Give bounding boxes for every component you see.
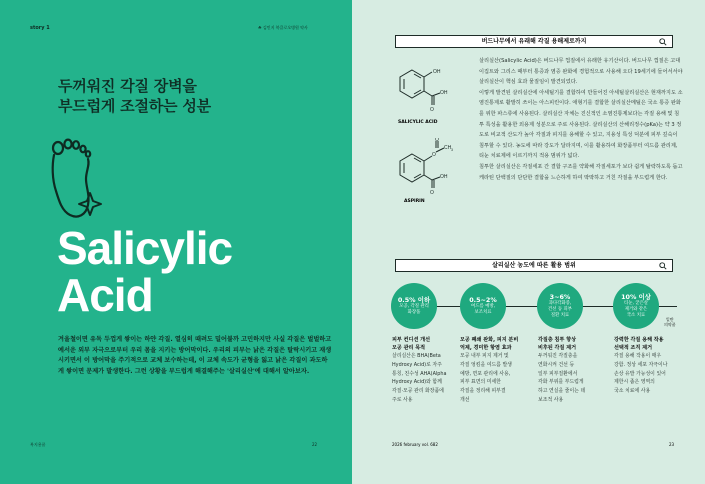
level-1-sub-2: 화장품: [407, 310, 421, 315]
page-number-right: 23: [669, 442, 675, 447]
svg-text:CH: CH: [444, 145, 452, 151]
intro-paragraph: 겨울철이면 유독 두껍게 쌓이는 하얀 각질. 열심히 때려도 밀어불까 고민하지만 사실 각질은 벌벌하고 예서운 외부 자극으로부터 우리 몸을 지키는 방어막이다. 우리의 피부는 낡은 각질은 탈락시키고 재생시키면서 이 방어막을 주기적으로 교체 보수하는데, 이 교체 속도가 균형을 잃고 낡은 각질이 과도하게 쌓이면 문제가 발생한다. 그런 상황을 부드럽게 해결해주는 '살리실산'에 대해서 알아보자.: [58, 336, 332, 375]
section-title-concentration-text: 살리실산 농도에 따른 활용 범위: [492, 262, 576, 269]
foot-icon: [40, 135, 110, 225]
level-1-sub-1: 모공, 각질 관리: [399, 304, 429, 309]
level-3-body-3: 일부 피부질환에서: [538, 370, 578, 377]
level-3-heading: [538, 336, 576, 352]
level-3-sub-2: 건선 등 피부: [548, 307, 572, 312]
svg-text:OH: OH: [440, 90, 448, 96]
search-icon: [659, 38, 667, 46]
level-4-sub-2: 제거와 같은: [624, 307, 648, 312]
level-2-pct: 0.5~2%: [469, 296, 497, 304]
level-2-body-4: 피부 표면의 미세한: [460, 379, 501, 386]
level-3-pct: 3~6%: [549, 293, 571, 301]
level-2-body-2: 각질 엉킴을 여드름 발생: [460, 361, 512, 368]
svg-text:O: O: [430, 190, 434, 196]
level-4-body-4: 제한시 좁은 영역의: [614, 379, 655, 386]
level-3-sub-1: 과다각화증,: [548, 301, 572, 306]
level-1-body-3: 통칭, 친수성 AHA(Alpha: [392, 370, 447, 377]
level-1-body-6: 주로 사용: [392, 396, 413, 403]
svg-text:3: 3: [451, 148, 453, 152]
level-4-body-5: 국소 치료에 사용: [614, 388, 651, 395]
level-2-heading-2: 억제, 경미한 항염 효과: [460, 345, 512, 351]
level-3-heading-1: 각질층 침투 향상: [538, 337, 576, 343]
level-circle-1: [391, 283, 437, 329]
level-circle-4: [613, 283, 659, 329]
body-text: [479, 56, 684, 183]
level-3-heading-2: 비후된 각질 제거: [538, 345, 576, 351]
search-icon: [659, 262, 667, 270]
big-title-line-1: Salicylic: [57, 222, 233, 274]
folio-label: 복지용품: [30, 442, 46, 447]
svg-text:O: O: [430, 107, 434, 113]
level-2-heading-1: 모공 폐쇄 완화, 피지 분비: [460, 337, 519, 343]
level-1-body-2: Hydroxy Acid)로 자주: [392, 361, 442, 368]
salicylic-acid-structure: [394, 60, 454, 116]
level-2-sub-2: 보조치료: [474, 310, 492, 315]
otc-label-2: 의약품: [664, 322, 676, 327]
molecule-label-salicylic: SALICYLIC ACID: [398, 120, 438, 125]
svg-text:O: O: [432, 152, 436, 158]
level-1-body: [392, 352, 446, 405]
molecule-label-aspirin: ASPIRIN: [404, 199, 425, 204]
left-page: [0, 0, 352, 484]
level-3-body-1: 두꺼워진 각질층을: [538, 353, 578, 359]
level-4-body-1: 각질 용해 작용이 매우: [614, 353, 662, 359]
level-4-sub-1: 티눈, 굳은살: [624, 301, 648, 306]
level-2-body-1: 모공 내부 피지 제거 및: [460, 353, 509, 359]
level-1-body-5: 각질·모공 관리 화장품에: [392, 388, 444, 395]
level-4-body-2: 강함. 정상 세포 자극이나: [614, 361, 668, 368]
sparkle-icon: [79, 193, 101, 215]
otc-label-1: 일반: [665, 317, 674, 322]
level-1-heading-2: 모공 관리 목적: [392, 345, 426, 351]
body-paragraph-1: 살리실산(Salicylic Acid)은 버드나무 껍질에서 유래한 유기산이다. 버드나무 껍질은 고대 이집트와 그리스 때부터 통증과 염증 완화에 경험적으로 사용해 오다 19세기에 들어서서야 살리실산이 핵심 효과 물질임이 발견되었다.: [479, 58, 683, 86]
level-3-body: [538, 352, 585, 405]
svg-text:OH: OH: [440, 174, 448, 180]
level-4-pct: 10% 이상: [621, 293, 651, 301]
big-title-line-2: Acid: [57, 269, 153, 321]
aspirin-structure: [394, 138, 460, 198]
level-1-heading: [392, 336, 430, 352]
level-2-body-5: 각질을 정리해 피부결: [460, 388, 506, 395]
headline-line-1: 두꺼워진 각질 장벽을: [58, 77, 197, 95]
body-paragraph-3: 침투한 살리실산은 각질세포 간 결합 구조를 약화해 각질세포가 보다 쉽게 탈락하도록 돕고 케라틴 단백질의 단단한 결합을 느슨하게 하여 딱딱하고 거친 각질을 부드럽게 한다.: [479, 163, 683, 181]
level-circle-2: [460, 283, 506, 329]
level-1-body-4: Hydroxy Acid)와 함께: [392, 379, 442, 386]
svg-text:OH: OH: [433, 69, 441, 75]
level-3-body-4: 각화 부위를 부드럽게: [538, 379, 584, 386]
level-1-body-1: 살리실산은 BHA(Beta: [392, 353, 441, 359]
level-3-body-6: 보조적 사용: [538, 396, 564, 403]
level-2-body: [460, 352, 512, 405]
level-4-heading-2: 선택적 조직 제거: [614, 345, 652, 351]
section-title-origin: [395, 35, 673, 48]
level-4-sub-3: 국소 치료: [626, 313, 646, 318]
level-4-heading-1: 강력한 각질 용해 작용: [614, 337, 664, 343]
level-circle-3: [537, 283, 583, 329]
headline-line-2: 부드럽게 조절하는 성분: [58, 97, 211, 115]
page-headline: [58, 76, 211, 116]
story-label: story 1: [30, 25, 50, 31]
level-1-heading-1: 피부 컨디션 개선: [392, 337, 430, 343]
header-note: ☘ 김민지 북클로오병원 약사: [258, 25, 308, 30]
issue-label: 2026 february vol. 682: [392, 442, 438, 447]
level-4-heading: [614, 336, 664, 352]
otc-drug-label: [664, 317, 676, 327]
level-4-body: [614, 352, 667, 396]
level-3-sub-3: 질환 치료: [550, 313, 570, 318]
section-title-concentration: [395, 259, 673, 272]
level-2-heading: [460, 336, 518, 352]
level-3-body-5: 하고 연실을 줄이는 데: [538, 388, 586, 395]
big-title: [57, 222, 233, 321]
section-title-origin-text: 버드나무에서 유래해 각질 용해제로까지: [481, 38, 587, 45]
level-2-sub-1: 여드름 예방,: [471, 304, 495, 309]
svg-text:O: O: [435, 138, 439, 143]
body-paragraph-2: 이렇게 발견된 살리실산에 아세틸기를 결합하여 만들어진 아세틸살리실산은 현재까지도 소염진통제로 활발히 쓰이는 아스피린이다. 애형기를 결합한 살리실산메틸은 국소 통증 완화를 위한 파스류에 사용된다. 살리실산 자체는 진신적인 소염진통제보다는 각질 용해 및 침투 특성을 활용한 외용제 성분으로 주로 사용된다. 살리실산의 산해리정수(pKa)는 약 3 정도로 비교적 산도가 높아 각질과 피지를 용해할 수 있고, 지용성 특성 덕분에 피부 깊숙이 침투할 수 있다. 농도에 따라 강도가 달라지며, 이를 활용하여 화장품부터 여드름 관리제, 티눈 치료제에 이르기까지 적용 범위가 넓다.: [479, 89, 683, 160]
level-1-pct: 0.5% 이하: [397, 296, 431, 304]
level-2-body-6: 개선: [460, 396, 470, 403]
level-3-body-2: 연화시켜 건선 등: [538, 361, 575, 368]
level-4-body-3: 손상 유발 가능성이 있어: [614, 370, 666, 377]
level-2-body-3: 예방, 면포 관리에 사용,: [460, 370, 511, 377]
page-number-left: 22: [312, 442, 318, 447]
